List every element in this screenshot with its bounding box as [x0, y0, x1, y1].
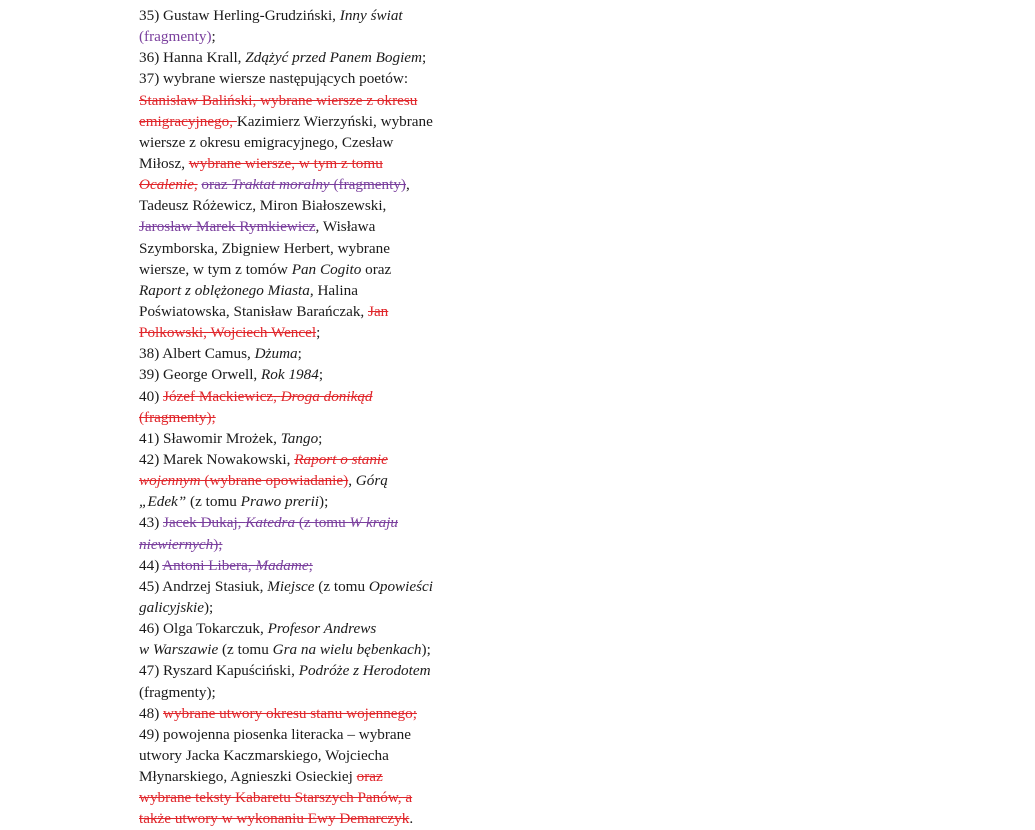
- deleted-text: );: [213, 535, 223, 553]
- text-run: 47) Ryszard Kapuściński,: [139, 662, 299, 680]
- text-line: [139, 216, 469, 237]
- text-run: 36) Hanna Krall,: [139, 49, 246, 67]
- text-run: 38) Albert Camus,: [139, 345, 255, 363]
- text-run: 46) Olga Tokarczuk,: [139, 620, 268, 638]
- text-line: [139, 301, 469, 322]
- text-line: [139, 26, 469, 47]
- text-run: Raport z oblężonego Miasta: [139, 281, 310, 299]
- text-line: [139, 787, 469, 808]
- deleted-text: Stanisław Baliński, wybrane wiersze z okresu: [139, 91, 418, 109]
- text-line: [139, 660, 469, 681]
- text-run: 37) wybrane wiersze następujących poetów:: [139, 70, 409, 88]
- deleted-text: Antoni Libera,: [162, 556, 256, 574]
- text-run: Zdążyć przed Panem Bogiem: [245, 49, 423, 67]
- deleted-text: Polkowski, Wojciech Wencel: [139, 324, 317, 342]
- text-line: [139, 597, 469, 618]
- text-run: Górą: [355, 472, 388, 490]
- text-run: ,: [348, 472, 356, 490]
- text-run: Miłosz,: [139, 154, 189, 172]
- text-run: Profesor Andrews: [267, 620, 377, 638]
- deleted-text: wybrane wiersze, w tym z tomu: [188, 154, 383, 172]
- deleted-text: Katedra: [245, 514, 296, 532]
- text-line: [139, 766, 469, 787]
- text-line: [139, 174, 469, 195]
- text-run: ;: [318, 429, 323, 447]
- text-run: );: [203, 598, 214, 616]
- text-run: Szymborska, Zbigniew Herbert, wybrane: [139, 239, 390, 257]
- text-run: ;: [318, 366, 324, 384]
- text-line: [139, 703, 469, 724]
- deleted-text: (fragmenty);: [139, 408, 216, 426]
- text-run: utwory Jacka Kaczmarskiego, Wojciecha: [139, 746, 389, 764]
- deleted-text: niewiernych: [139, 535, 214, 553]
- text-line: [139, 195, 469, 216]
- text-line: [139, 47, 469, 68]
- text-line: [139, 512, 469, 533]
- deleted-text: Droga donikąd: [280, 387, 373, 405]
- deleted-text: wybrane teksty Kabaretu Starszych Panów, a: [139, 789, 413, 807]
- text-run: 44): [139, 556, 163, 574]
- deleted-text: wojennym: [139, 472, 201, 490]
- text-run: 41) Sławomir Mrożek,: [139, 429, 281, 447]
- text-run: wiersze z okresu emigracyjnego, Czesław: [139, 133, 394, 151]
- deleted-text: Madame: [255, 556, 309, 574]
- text-run: Gra na wielu bębenkach: [272, 641, 422, 659]
- text-line: [139, 534, 469, 555]
- text-run: 48): [139, 704, 164, 722]
- text-run: .: [409, 810, 414, 828]
- text-run: Kazimierz Wierzyński, wybrane: [236, 112, 433, 130]
- deleted-text: Jan: [368, 302, 389, 320]
- text-run: ;: [316, 324, 321, 342]
- text-run: Podróże z Herodotem: [298, 662, 431, 680]
- text-run: 39) George Orwell,: [139, 366, 262, 384]
- text-line: [139, 428, 469, 449]
- text-run: 45) Andrzej Stasiuk,: [139, 577, 268, 595]
- text-run: (z tomu: [314, 577, 369, 595]
- text-run: );: [421, 641, 431, 659]
- text-run: , Wisława: [315, 218, 376, 236]
- deleted-text: Jarosław Marek Rymkiewicz: [139, 218, 316, 236]
- deleted-text: oraz: [356, 768, 383, 786]
- text-run: (z tomu: [186, 493, 241, 511]
- text-run: wiersze, w tym z tomów: [139, 260, 292, 278]
- text-run: 49) powojenna piosenka literacka – wybrane: [139, 725, 412, 743]
- deleted-text: emigracyjnego,: [139, 112, 237, 130]
- text-run: Opowieści: [368, 577, 434, 595]
- text-line: [139, 111, 469, 132]
- text-run: 40): [139, 387, 164, 405]
- text-line: [139, 68, 469, 89]
- text-run: oraz: [361, 260, 392, 278]
- text-run: (z tomu: [218, 641, 273, 659]
- text-run: Młynarskiego, Agnieszki Osieckiej: [139, 768, 357, 786]
- text-line: [139, 407, 469, 428]
- text-line: [139, 682, 469, 703]
- text-line: [139, 90, 469, 111]
- changed-text: (fragmenty): [139, 28, 212, 46]
- text-run: Poświatowska, Stanisław Barańczak,: [139, 302, 369, 320]
- text-line: [139, 555, 469, 576]
- text-run: Dżuma: [254, 345, 298, 363]
- reading-list: [139, 5, 469, 829]
- text-run: ,: [406, 176, 410, 194]
- text-run: ;: [297, 345, 302, 363]
- text-line: [139, 808, 469, 829]
- text-line: [139, 724, 469, 745]
- text-line: [139, 470, 469, 491]
- text-run: Tadeusz Różewicz, Miron Białoszewski,: [139, 197, 387, 215]
- text-line: [139, 5, 469, 26]
- text-run: Miejsce: [267, 577, 315, 595]
- text-run: Pan Cogito: [291, 260, 362, 278]
- deleted-text: Ocalenie,: [139, 176, 198, 194]
- text-run: (fragmenty);: [139, 683, 216, 701]
- deleted-text: oraz: [201, 176, 232, 194]
- text-run: );: [319, 493, 329, 511]
- text-run: 35) Gustaw Herling-Grudziński,: [139, 7, 340, 24]
- deleted-text: (wybrane opowiadanie): [200, 472, 349, 490]
- deleted-text: W kraju: [349, 514, 399, 532]
- deleted-text: ;: [308, 556, 313, 574]
- text-line: [139, 153, 469, 174]
- text-line: [139, 259, 469, 280]
- text-line: [139, 343, 469, 364]
- text-run: „Edek”: [139, 493, 187, 511]
- text-run: Prawo prerii: [240, 493, 320, 511]
- text-line: [139, 449, 469, 470]
- text-line: [139, 576, 469, 597]
- text-line: [139, 364, 469, 385]
- text-run: Tango: [280, 429, 319, 447]
- deleted-text: Raport o stanie: [294, 450, 388, 468]
- deleted-text: Traktat moralny: [231, 176, 330, 194]
- deleted-text: także utwory w wykonaniu Ewy Demarczyk: [139, 810, 410, 828]
- text-line: [139, 618, 469, 639]
- text-run: w Warszawie: [139, 641, 219, 659]
- deleted-text: (z tomu: [295, 514, 350, 532]
- text-line: [139, 386, 469, 407]
- text-run: galicyjskie: [139, 598, 204, 616]
- text-run: Inny świat: [339, 7, 403, 24]
- text-line: [139, 745, 469, 766]
- text-line: [139, 491, 469, 512]
- text-line: [139, 639, 469, 660]
- text-run: 42) Marek Nowakowski,: [139, 450, 295, 468]
- text-line: [139, 238, 469, 259]
- text-run: 43): [139, 514, 164, 532]
- text-run: ;: [422, 49, 427, 67]
- deleted-text: (fragmenty): [329, 176, 406, 194]
- text-line: [139, 132, 469, 153]
- text-run: Rok 1984: [261, 366, 319, 384]
- deleted-text: wybrane utwory okresu stanu wojennego;: [163, 704, 417, 722]
- deleted-text: Jacek Dukaj,: [163, 514, 246, 532]
- text-run: , Halina: [309, 281, 358, 299]
- text-run: ;: [211, 28, 216, 46]
- deleted-text: Józef Mackiewicz,: [163, 387, 281, 405]
- text-line: [139, 280, 469, 301]
- text-line: [139, 322, 469, 343]
